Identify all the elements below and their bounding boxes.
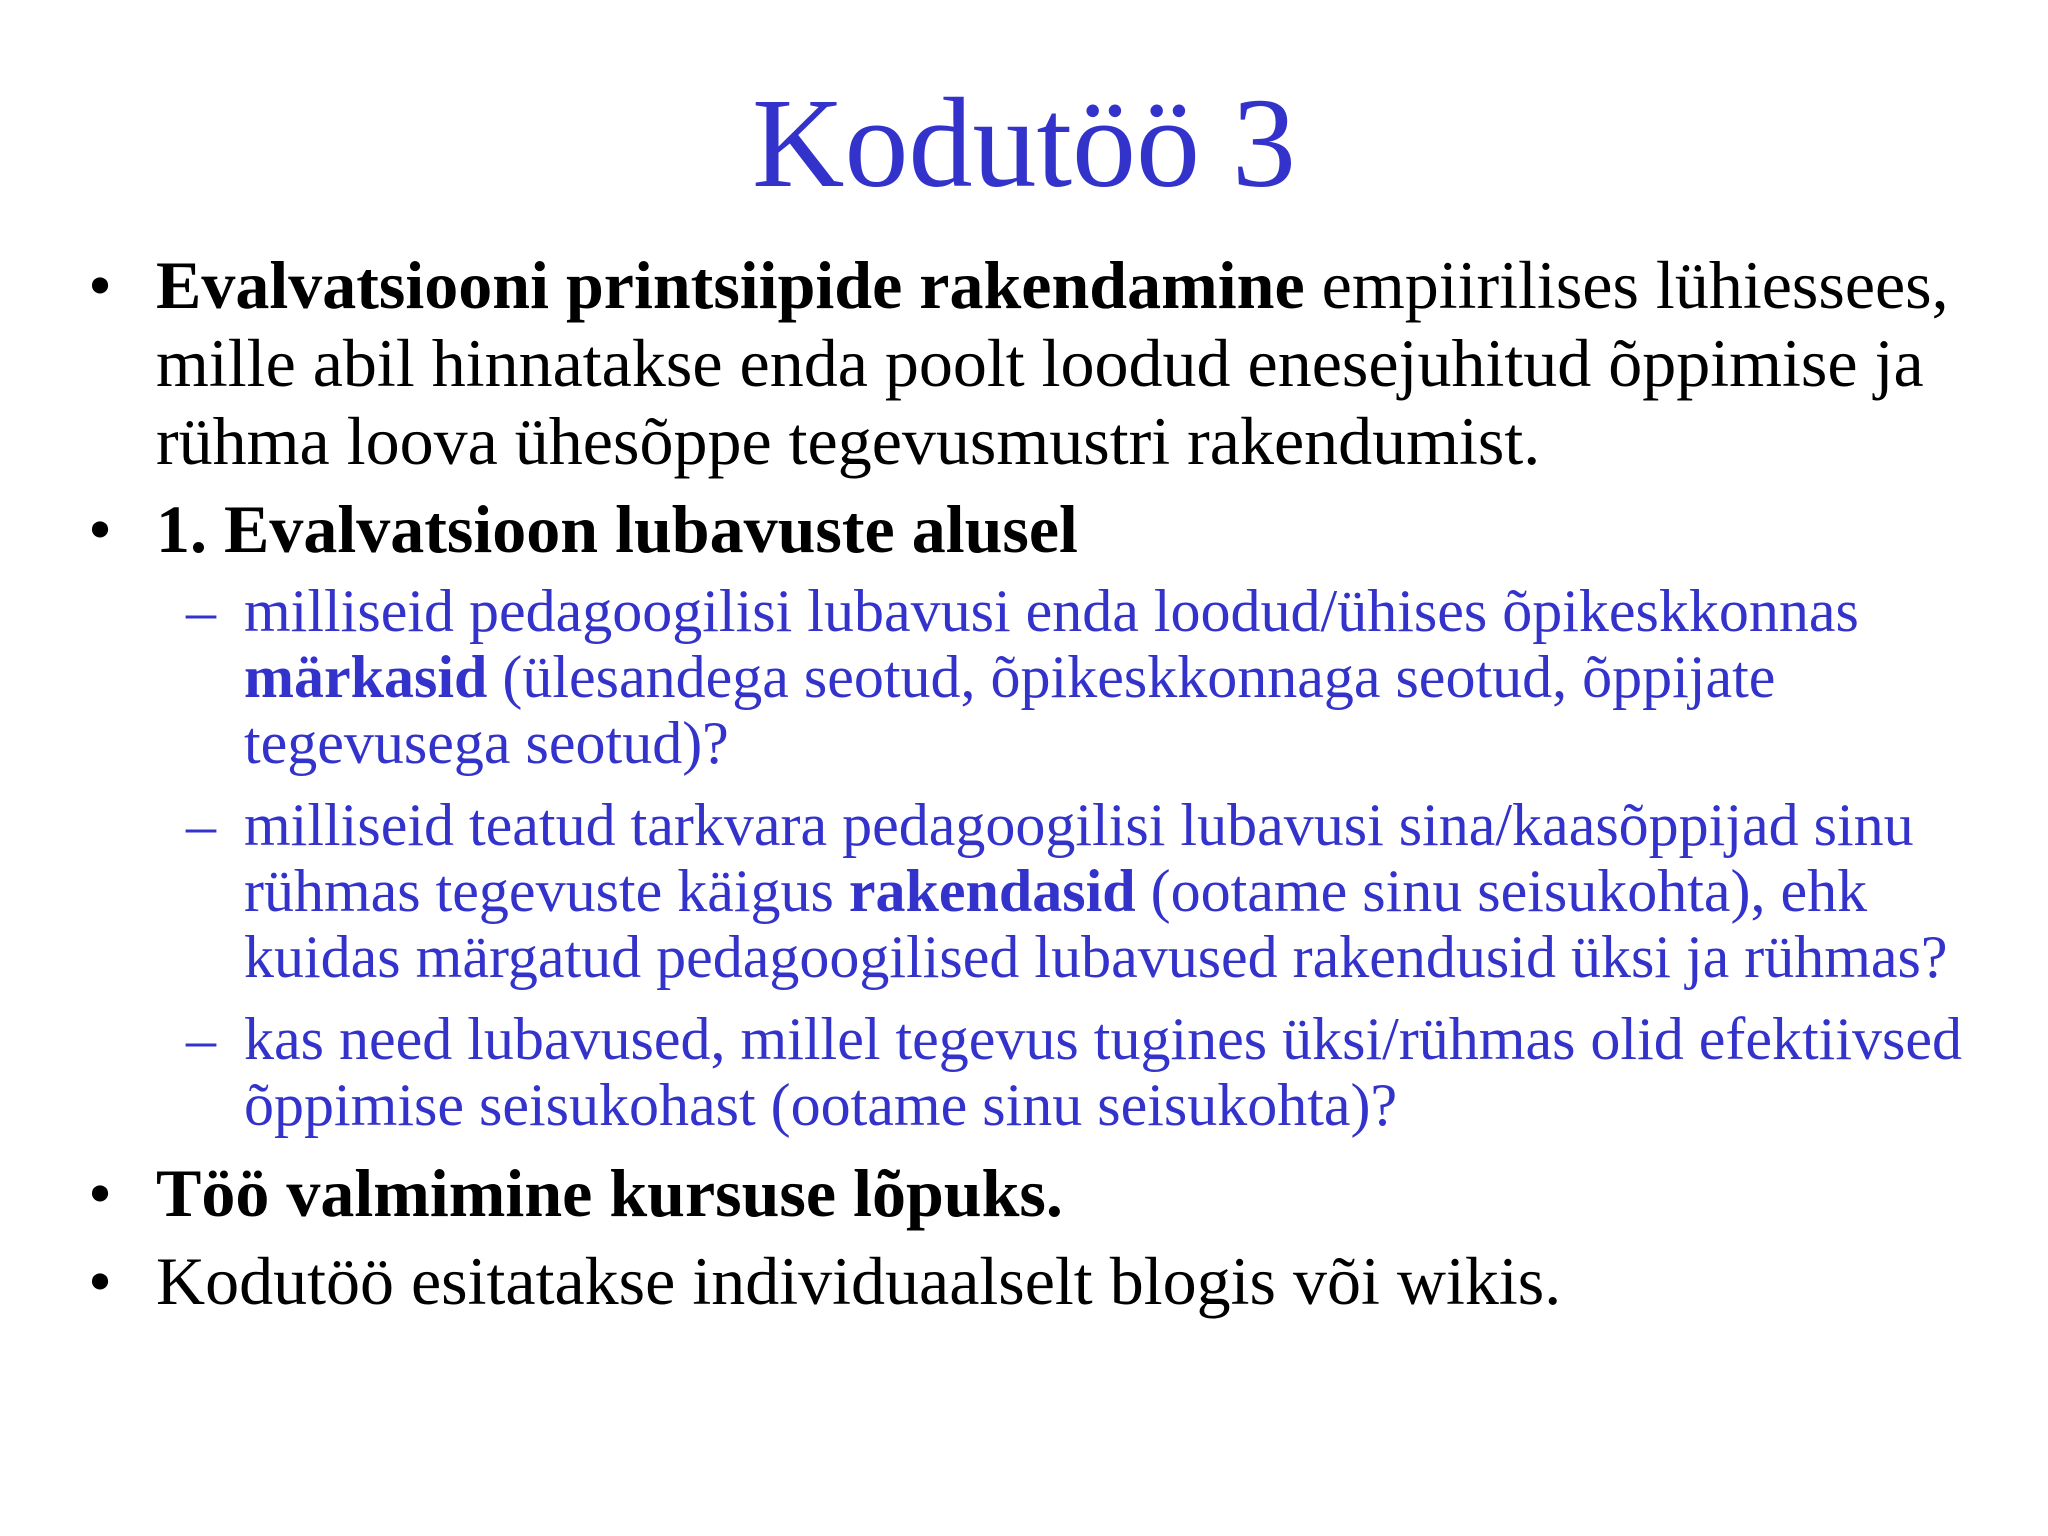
- slide-body: [80, 246, 2000, 1330]
- sub-item-3-text: kas need lubavused, millel tegevus tugines üksi/rühmas olid efektiivsed õppimise seisukohast (ootame sinu seisukohta)?: [244, 1006, 1962, 1138]
- bullet-4-text: Kodutöö esitatakse individuaalselt blogis või wikis.: [156, 1243, 1562, 1319]
- bullet-dot: •: [88, 1243, 112, 1319]
- bullet-1-bold-text: Evalvatsiooni printsiipide rakendamine: [156, 247, 1305, 323]
- bullet-item-4: [80, 1242, 2000, 1320]
- sub-item-2-bold: rakendasid: [848, 858, 1136, 924]
- sub-item-1-text: milliseid pedagoogilisi lubavusi enda loodud/ühises õpikeskkonnas: [244, 578, 1859, 644]
- sub-dash: –: [186, 792, 216, 858]
- sub-item-2: [80, 792, 2000, 990]
- sub-dash: –: [186, 578, 216, 644]
- sub-item-2-text-end: (ootame sinu seisukohta), ehk kuidas märgatud pedagoogilised lubavused rakendusid üksi ja rühmas?: [244, 858, 1948, 990]
- bullet-dot: •: [88, 247, 112, 323]
- bullet-1-text: empiirilises lühiessees, mille abil hinnatakse enda poolt loodud enesejuhitud õppimise ja rühma loova ühesõppe tegevusmustri rakendumist.: [156, 247, 1949, 479]
- sub-item-3: [80, 1006, 2000, 1138]
- sub-item-2-text: milliseid teatud tarkvara pedagoogilisi lubavusi sina/kaasõppijad sinu rühmas tegevuste käigus: [244, 792, 1914, 924]
- slide-title: Kodutöö 3: [752, 72, 1296, 214]
- bullet-item-2: [80, 490, 2000, 568]
- bullet-dot: •: [88, 1155, 112, 1231]
- bullet-3-bold-text: Töö valmimine kursuse lõpuks.: [156, 1155, 1063, 1231]
- bullet-dot: •: [88, 491, 112, 567]
- sub-item-1: [80, 578, 2000, 776]
- sub-item-1-text-end: (ülesandega seotud, õpikeskkonnaga seotud, õppijate tegevusega seotud)?: [244, 644, 1776, 776]
- sub-dash: –: [186, 1006, 216, 1072]
- sub-list: [80, 578, 2000, 1138]
- bullet-item-3: [80, 1154, 2000, 1232]
- bullet-2-bold-text: 1. Evalvatsioon lubavuste alusel: [156, 491, 1078, 567]
- sub-item-1-bold: märkasid: [244, 644, 488, 710]
- bullet-item-1: [80, 246, 2000, 480]
